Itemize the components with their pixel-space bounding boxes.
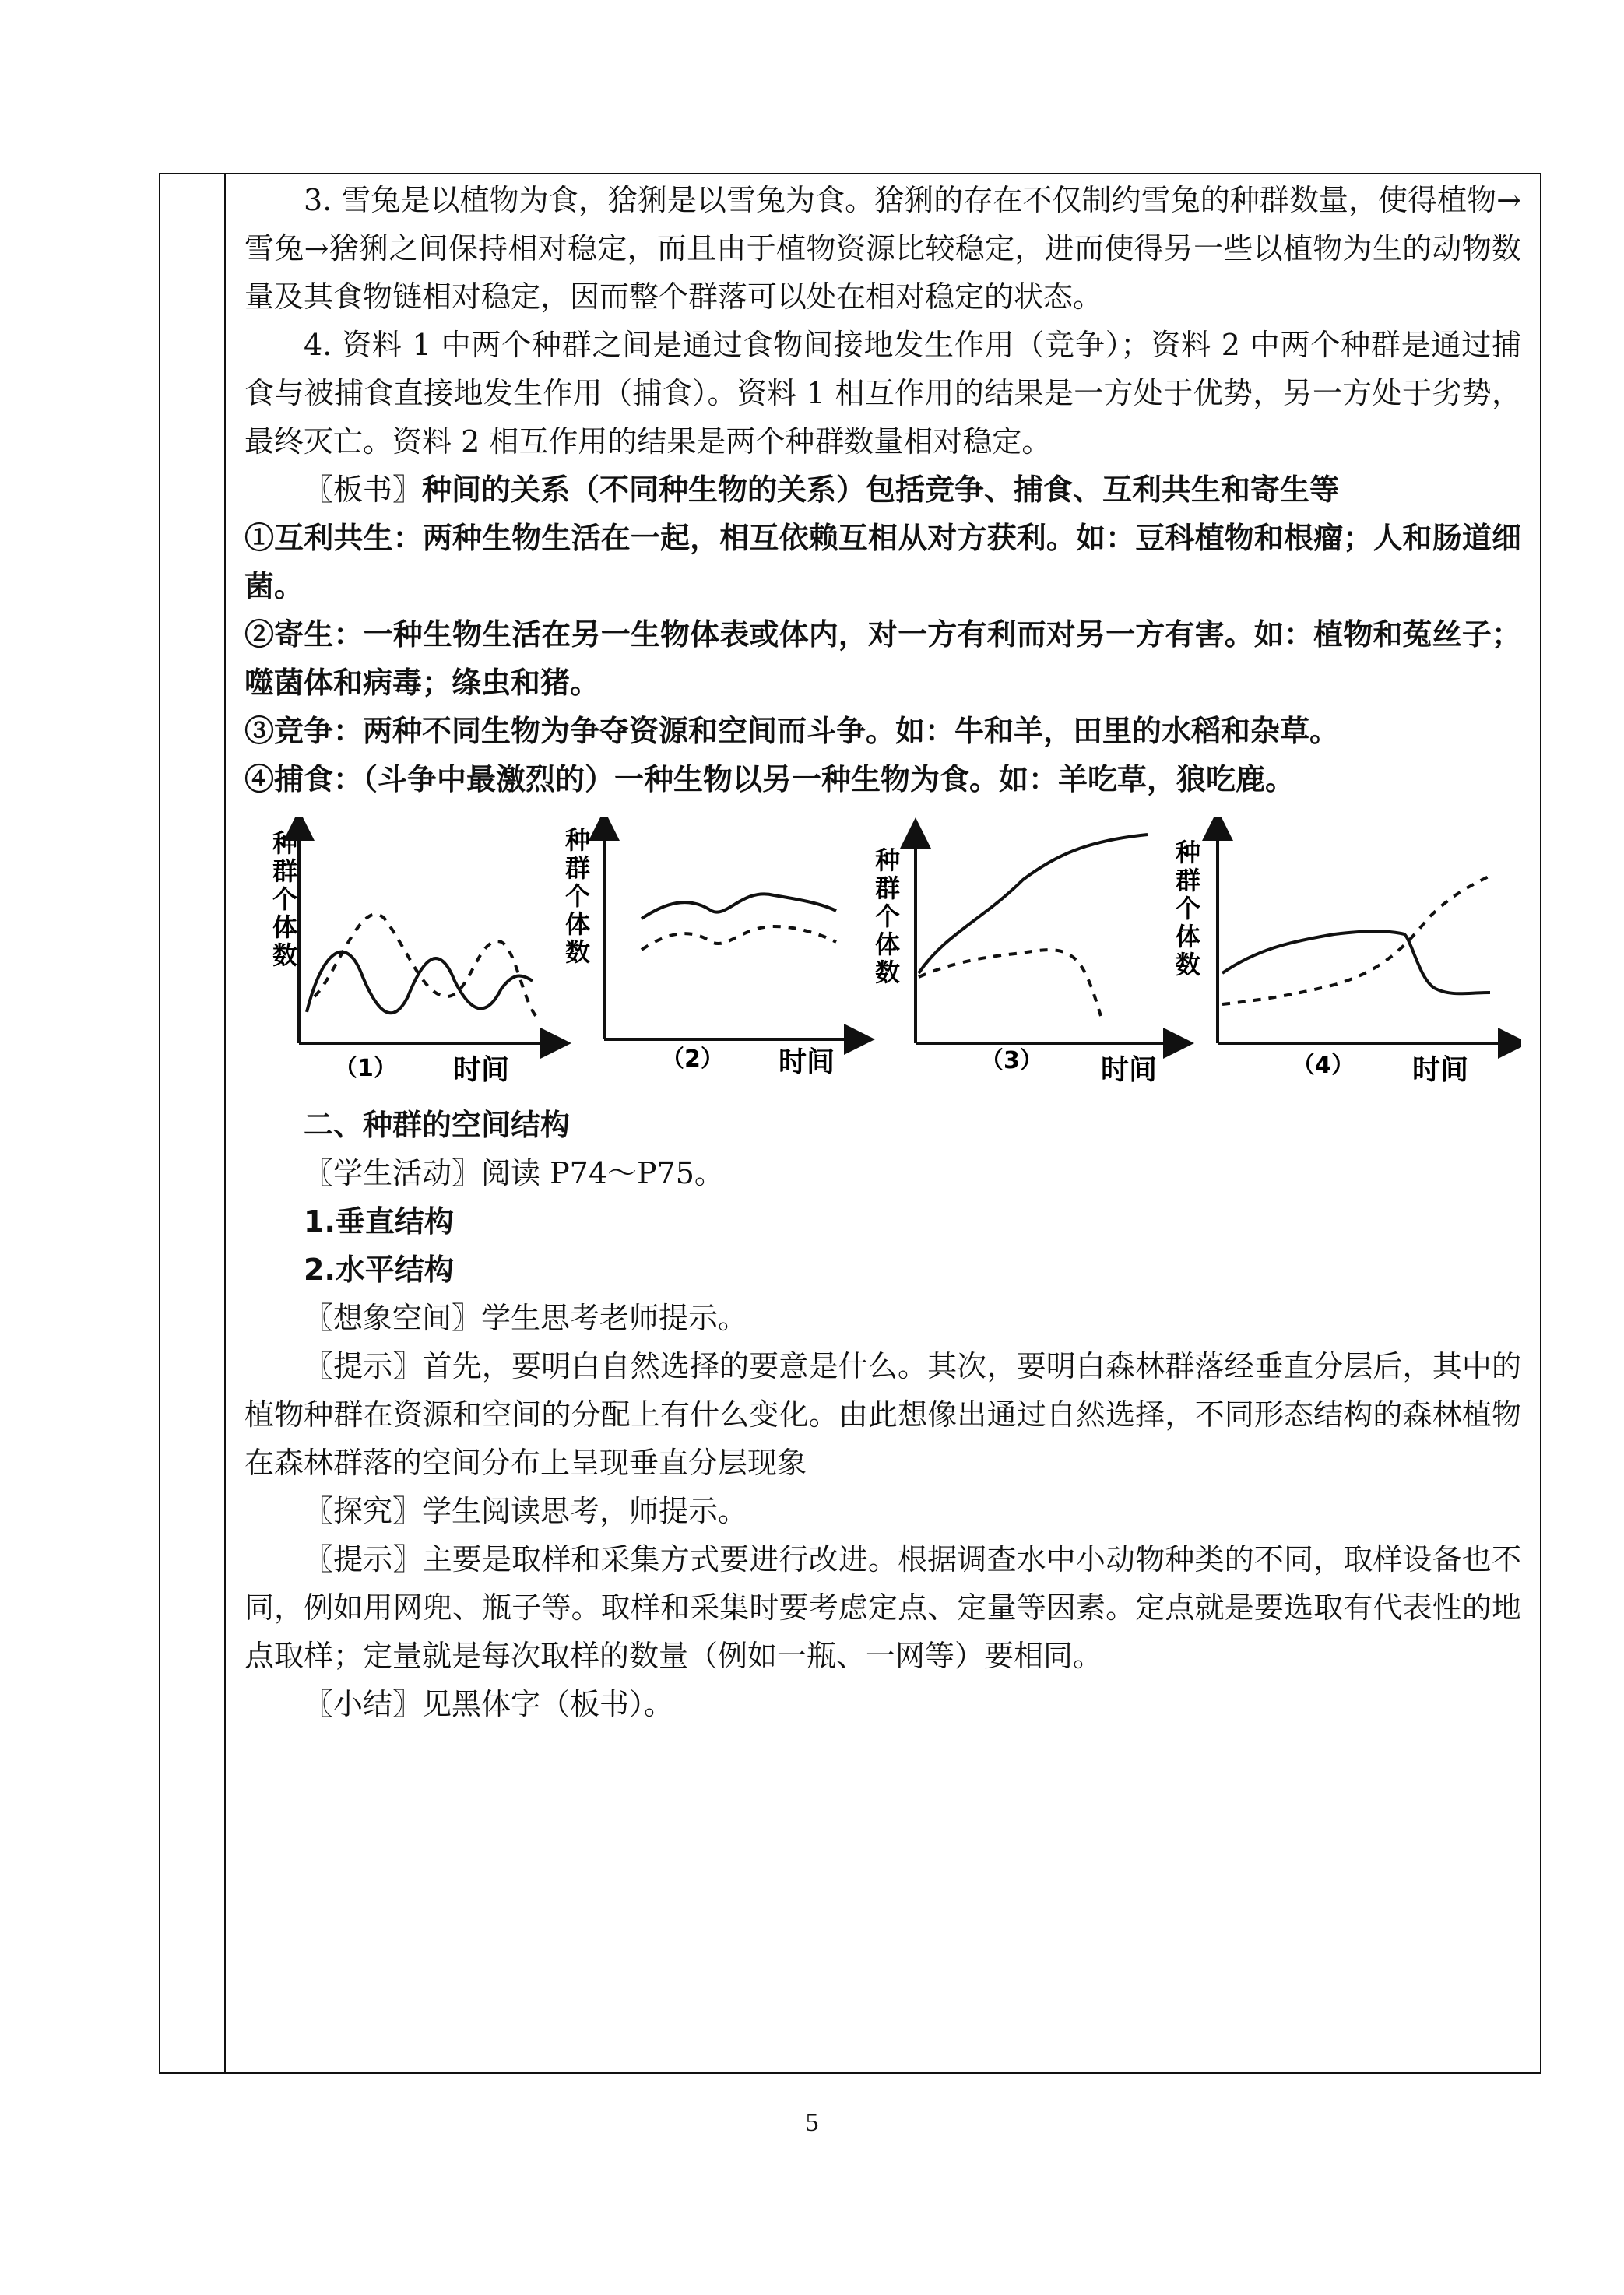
graph-3-ylabel-5: 数 — [875, 958, 901, 987]
board-prefix: 〖板书〗 — [304, 473, 423, 507]
graph-1-ylabel-1: 种 — [272, 828, 298, 858]
relation-predation: ④捕食：（斗争中最激烈的）一种生物以另一种生物为食。如：羊吃草，狼吃鹿。 — [244, 761, 1295, 796]
summary-note: 〖小结〗见黑体字（板书）。 — [304, 1687, 674, 1721]
lesson-content-continued — [244, 1101, 1521, 1728]
relation-competition: ③竞争：两种不同生物为争夺资源和空间而斗争。如：牛和羊，田里的水稻和杂草。 — [244, 713, 1340, 748]
graph-4-caption: （4） — [1292, 1052, 1355, 1079]
subheading-vertical: 1.垂直结构 — [304, 1204, 454, 1239]
graph-2-ylabel-5: 数 — [565, 937, 591, 967]
graph-1-ylabel-5: 数 — [272, 940, 298, 970]
graph-1-series-a — [307, 952, 533, 1014]
graph-2-ylabel-4: 体 — [565, 909, 591, 939]
graph-3-series-b — [919, 950, 1101, 1016]
imagination-note: 〖想象空间〗学生思考老师提示。 — [304, 1301, 748, 1335]
graph-4-ylabel-1: 种 — [1176, 838, 1201, 867]
graph-4-ylabel-4: 体 — [1176, 922, 1201, 951]
graph-2-caption: （2） — [661, 1046, 724, 1073]
graph-4-ylabel-2: 群 — [1176, 866, 1201, 895]
page-number: 5 — [805, 2108, 819, 2137]
graph-2-ylabel-2: 群 — [565, 853, 591, 883]
graph-3-ylabel-4: 体 — [875, 930, 901, 959]
graph-2-xlabel: 时间 — [779, 1046, 835, 1078]
graph-4 — [1176, 825, 1513, 1086]
graph-2-series-a — [642, 894, 836, 919]
graph-3-series-a — [919, 835, 1148, 973]
graph-4-series-b — [1222, 876, 1490, 1004]
board-text: 种间的关系（不同种生物的关系）包括竞争、捕食、互利共生和寄生等 — [422, 472, 1340, 507]
student-activity: 〖学生活动〗阅读 P74～P75。 — [304, 1156, 724, 1190]
board-note — [244, 466, 1521, 514]
graph-1-ylabel-4: 体 — [272, 912, 298, 942]
graph-1-ylabel-2: 群 — [272, 856, 298, 886]
graph-1-series-b — [315, 914, 540, 1020]
graph-4-xlabel: 时间 — [1412, 1054, 1469, 1086]
graph-2-ylabel-3: 个 — [565, 881, 591, 911]
graph-1-xlabel: 时间 — [453, 1054, 510, 1086]
graph-1-ylabel-3: 个 — [272, 884, 298, 914]
graph-4-series-a — [1222, 931, 1490, 993]
graph-4-ylabel-3: 个 — [1176, 894, 1201, 923]
paragraph-4: 4. 资料 1 中两个种群之间是通过食物间接地发生作用（竞争）；资料 2 中两个种群是通过捕食与被捕食直接地发生作用（捕食）。资料 1 相互作用的结果是一方处于优势，另一方处于劣势，最终灭亡。资料 2 相互作用的结果是两个种群数量相对稳定。 — [244, 328, 1521, 459]
graph-1-caption: （1） — [334, 1055, 397, 1082]
graph-3 — [875, 833, 1179, 1086]
graph-3-xlabel: 时间 — [1101, 1054, 1158, 1086]
explore-note: 〖探究〗学生阅读思考，师提示。 — [304, 1494, 748, 1528]
graph-1 — [272, 825, 556, 1086]
curves-svg — [244, 817, 1521, 1098]
subheading-horizontal: 2.水平结构 — [304, 1253, 454, 1287]
relation-parasitism: ②寄生：一种生物生活在另一生物体表或体内，对一方有利而对另一方有害。如：植物和菟丝子；噬菌体和病毒；绦虫和猪。 — [244, 617, 1521, 700]
population-curves-figure — [244, 817, 1521, 1098]
graph-2 — [565, 825, 859, 1078]
graph-3-ylabel-2: 群 — [875, 873, 901, 903]
paragraph-3: 3. 雪兔是以植物为食，猞猁是以雪兔为食。猞猁的存在不仅制约雪兔的种群数量，使得植物→雪兔→猞猁之间保持相对稳定，而且由于植物资源比较稳定，进而使得另一些以植物为生的动物数量及其食物链相对稳定，因而整个群落可以处在相对稳定的状态。 — [244, 183, 1521, 314]
column-divider — [224, 173, 226, 2074]
graph-3-caption: （3） — [980, 1047, 1043, 1074]
graph-2-ylabel-1: 种 — [565, 825, 591, 855]
lesson-content — [244, 176, 1521, 803]
graph-3-ylabel-1: 种 — [875, 845, 901, 875]
graph-2-series-b — [642, 926, 836, 950]
relation-mutualism: ①互利共生：两种生物生活在一起，相互依赖互相从对方获利。如：豆科植物和根瘤；人和肠道细菌。 — [244, 520, 1521, 603]
hint-paragraph-1: 〖提示〗首先，要明白自然选择的要意是什么。其次，要明白森林群落经垂直分层后，其中的植物种群在资源和空间的分配上有什么变化。由此想像出通过自然选择，不同形态结构的森林植物在森林群落的空间分布上呈现垂直分层现象 — [244, 1349, 1521, 1480]
graph-3-ylabel-3: 个 — [875, 901, 901, 931]
hint-paragraph-2: 〖提示〗主要是取样和采集方式要进行改进。根据调查水中小动物种类的不同，取样设备也不同，例如用网兜、瓶子等。取样和采集时要考虑定点、定量等因素。定点就是要选取有代表性的地点取样；定量就是每次取样的数量（例如一瓶、一网等）要相同。 — [244, 1542, 1521, 1673]
graph-4-ylabel-5: 数 — [1176, 950, 1201, 979]
section-heading: 二、种群的空间结构 — [304, 1107, 571, 1142]
